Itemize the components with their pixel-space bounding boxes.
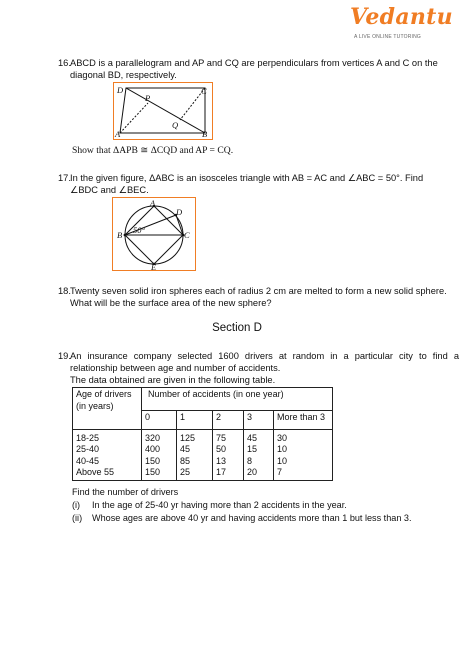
cell-value: 15 [247, 444, 258, 455]
cell-value: 50 [216, 444, 227, 455]
parallelogram-diagram [114, 83, 212, 139]
column-header: 3 [244, 410, 274, 429]
cell-value: 7 [277, 467, 283, 478]
table-cell [274, 429, 333, 480]
cell-value: 17 [216, 467, 227, 478]
cell-value: 10 [277, 455, 288, 466]
cell-value: 320 [145, 432, 161, 443]
label-p: P [145, 93, 151, 103]
question-16 [58, 57, 458, 83]
age-group: 25-40 [76, 444, 100, 455]
question-number: 19. [58, 351, 71, 361]
table-cell [73, 429, 142, 480]
subpart-text: Whose ages are above 40 yr and having accidents more than 1 but less than 3. [92, 513, 412, 523]
circle-diagram [113, 198, 195, 270]
age-header-line: Age of drivers [76, 389, 132, 399]
question-number: 18. [58, 286, 71, 296]
table-cell [213, 429, 244, 480]
cell-value: 10 [277, 444, 288, 455]
table-header-row [73, 388, 333, 411]
cell-value: 30 [277, 432, 288, 443]
cell-value: 125 [180, 432, 196, 443]
table-cell [142, 429, 177, 480]
cell-value: 150 [145, 455, 161, 466]
label-a: A [115, 129, 121, 139]
brand-name: Vedantu [350, 4, 453, 30]
label-d: D [176, 207, 183, 217]
accidents-header-text: Number of accidents (in one year) [148, 389, 284, 399]
cell-value: 45 [180, 444, 191, 455]
cell-value: 150 [145, 467, 161, 478]
find-text: Find the number of drivers [72, 487, 179, 497]
subpart-text: In the age of 25-40 yr having more than 2 accidents in the year. [92, 500, 347, 510]
question-17 [58, 172, 458, 198]
question-number: 17. [58, 173, 71, 183]
age-group: 40-45 [76, 455, 100, 466]
cell-value: 20 [247, 467, 258, 478]
table-data-row [73, 429, 333, 480]
question-line: What will be the surface area of the new sphere? [70, 298, 272, 308]
cell-value: 13 [216, 455, 227, 466]
age-header-line: (in years) [76, 400, 114, 411]
vedantu-logo [348, 2, 453, 46]
subpart-label: (i) [72, 500, 81, 510]
question-line: ∠BDC and ∠BEC. [70, 185, 149, 195]
column-header: 1 [177, 410, 213, 429]
label-b: B [202, 129, 208, 139]
cell-value: 45 [247, 432, 258, 443]
age-group: 18-25 [76, 432, 100, 443]
column-header: 2 [213, 410, 244, 429]
accident-table [72, 387, 333, 481]
cell-value: 85 [180, 455, 191, 466]
column-header: More than 3 [274, 410, 333, 429]
age-group: Above 55 [76, 467, 115, 478]
table-cell [244, 429, 274, 480]
question-line: ABCD is a parallelogram and AP and CQ are perpendiculars from vertices A and C on the [70, 58, 438, 68]
accidents-header-cell [142, 388, 333, 411]
label-d: D [117, 85, 124, 95]
cell-value: 75 [216, 432, 227, 443]
subpart-ii [72, 512, 462, 524]
label-c: C [184, 230, 190, 240]
circle-figure [112, 197, 196, 271]
brand-tagline: A LIVE ONLINE TUTORING [354, 34, 422, 40]
label-e: E [151, 262, 157, 270]
question-line: The data obtained are given in the following table. [70, 375, 276, 385]
show-text: Show that ΔAPB ≅ ΔCQD and AP = CQ. [72, 145, 234, 156]
subpart-label: (ii) [72, 513, 83, 523]
table-cell [177, 429, 213, 480]
angle-label: 50° [133, 225, 145, 235]
label-a: A [150, 198, 156, 208]
cell-value: 8 [247, 455, 253, 466]
question-19 [58, 350, 460, 388]
question-16-show [72, 145, 452, 158]
question-line: An insurance company selected 1600 drivers at random in a particular city to find a [70, 351, 459, 361]
label-c: C [201, 86, 207, 96]
question-line: Twenty seven solid iron spheres each of radius 2 cm are melted to form a new solid sphere. [70, 286, 447, 296]
label-b: B [117, 230, 123, 240]
subpart-i [72, 499, 452, 511]
cell-value: 400 [145, 444, 161, 455]
age-header-cell [73, 388, 142, 430]
section-heading: Section D [212, 322, 262, 334]
column-header: 0 [142, 410, 177, 429]
question-line: relationship between age and number of accidents. [70, 363, 281, 373]
question-line: diagonal BD, respectively. [70, 70, 177, 80]
cell-value: 25 [180, 467, 191, 478]
question-number: 16. [58, 58, 71, 68]
label-q: Q [172, 120, 179, 130]
question-line: In the given figure, ΔABC is an isosceles triangle with AB = AC and ∠ABC = 50°. Find [70, 173, 424, 183]
question-18 [58, 285, 458, 311]
parallelogram-figure [113, 82, 213, 140]
